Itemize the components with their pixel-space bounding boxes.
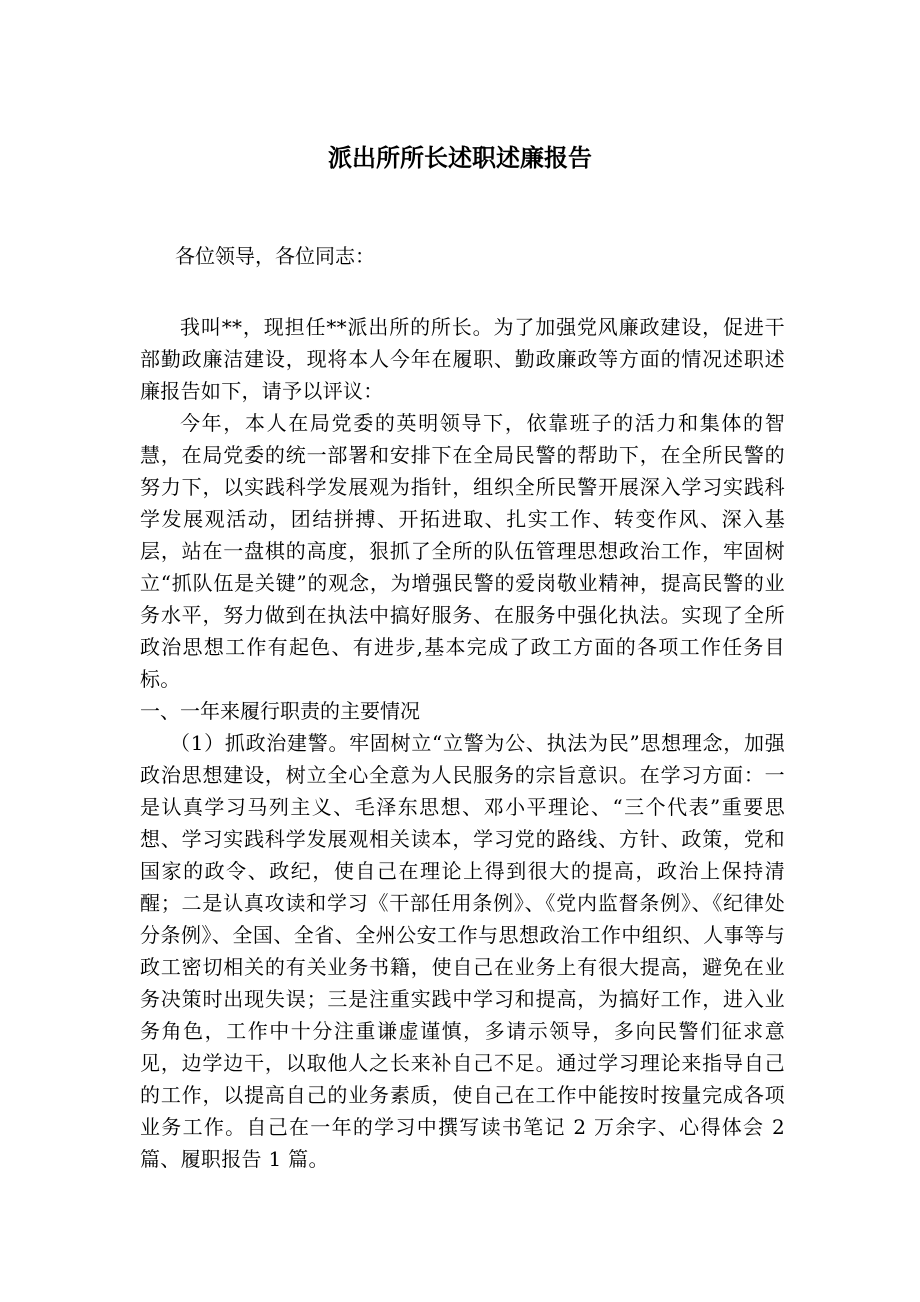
intro-paragraph: 我叫**，现担任**派出所的所长。为了加强党风廉政建设，促进干部勤政廉洁建设，现将本人今年在履职、勤政廉政等方面的情况述职述廉报告如下，请予以评议： <box>140 315 785 403</box>
document-body <box>140 311 785 1175</box>
section-paragraph: （1）抓政治建警。牢固树立“立警为公、执法为民”思想理念，加强政治思想建设，树立全心全意为人民服务的宗旨意识。在学习方面：一是认真学习马列主义、毛泽东思想、邓小平理论、“三个代表”重要思想、学习实践科学发展观相关读本，学习党的路线、方针、政策，党和国家的政令、政纪，使自己在理论上得到很大的提高，政治上保持清醒；二是认真攻读和学习《干部任用条例》、《党内监督条例》、《纪律处分条例》、全国、全省、全州公安工作与思想政治工作中组织、人事等与政工密切相关的有关业务书籍，使自己在业务上有很大提高，避免在业务决策时出现失误；三是注重实践中学习和提高，为搞好工作，进入业务角色，工作中十分注重谦虚谨慎，多请示领导，多向民警们征求意见，边学边干，以取他人之长来补自己不足。通过学习理论来指导自己的工作，以提高自己的业务素质，使自己在工作中能按时按量完成各项业务工作。自己在一年的学习中撰写读书笔记 2 万余字、心得体会 2 篇、履职报告 1 篇。 <box>140 731 785 1171</box>
greeting: 各位领导，各位同志： <box>175 244 375 268</box>
summary-paragraph: 今年，本人在局党委的英明领导下，依靠班子的活力和集体的智慧，在局党委的统一部署和安排下在全局民警的帮助下，在全所民警的努力下，以实践科学发展观为指针，组织全所民警开展深入学习实践科学发展观活动，团结拼搏、开拓进取、扎实工作、转变作风、深入基层，站在一盘棋的高度，狠抓了全所的队伍管理思想政治工作，牢固树立“抓队伍是关键”的观念，为增强民警的爱岗敬业精神，提高民警的业务水平，努力做到在执法中搞好服务、在服务中强化执法。实现了全所政治思想工作有起色、有进步,基本完成了政工方面的各项工作任务目标。 <box>140 411 785 691</box>
document-title: 派出所所长述职述廉报告 <box>328 143 592 172</box>
section-heading: 一、一年来履行职责的主要情况 <box>140 699 420 723</box>
